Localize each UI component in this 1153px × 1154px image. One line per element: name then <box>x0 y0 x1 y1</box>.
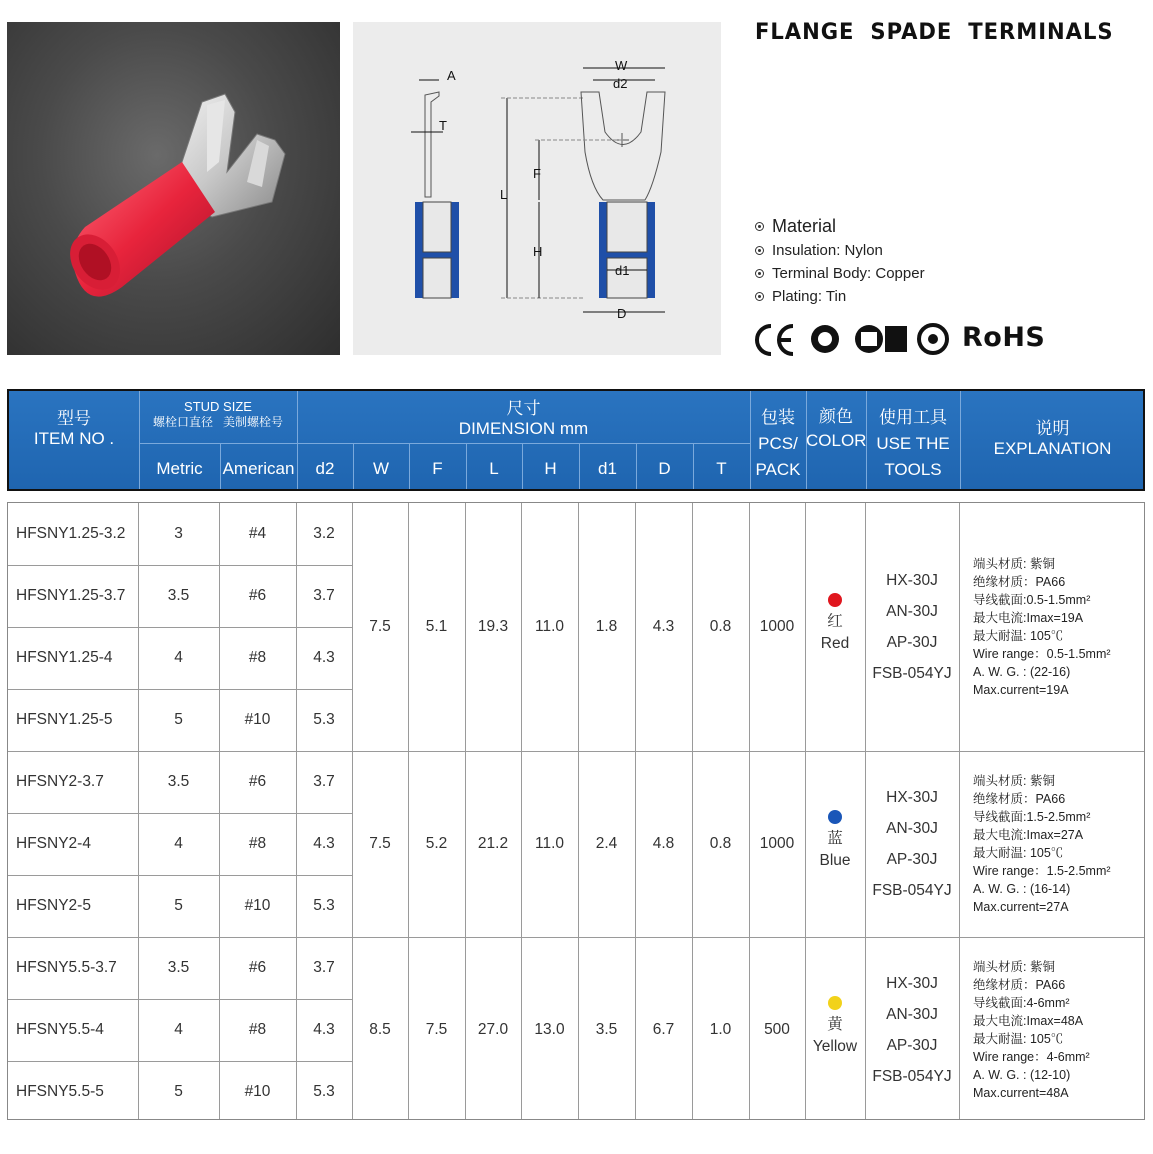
cell-item: HFSNY2-3.7 <box>16 773 104 790</box>
tool-name: HX-30J <box>886 572 938 589</box>
svg-text:d1: d1 <box>615 263 630 278</box>
cell-d1: 3.5 <box>595 1021 618 1038</box>
certification-logos <box>753 318 1053 362</box>
tool-name: AN-30J <box>886 603 938 620</box>
spec-item: Plating: Tin <box>755 285 925 308</box>
column-divider <box>959 503 960 1119</box>
cell-metric: 3 <box>174 525 183 542</box>
color-dot-icon <box>828 996 842 1010</box>
explanation-line: 端头材质: 紫铜 <box>973 774 1055 788</box>
color-name-cn: 红 <box>827 613 843 630</box>
spec-item: Material <box>755 213 925 239</box>
tool-name: HX-30J <box>886 789 938 806</box>
cell-american: #10 <box>244 1083 271 1100</box>
cell-item: HFSNY2-4 <box>16 835 91 852</box>
svg-text:T: T <box>439 118 447 133</box>
cell-metric: 4 <box>174 835 183 852</box>
color-name-en: Blue <box>819 852 851 869</box>
color-dot-icon <box>828 593 842 607</box>
cell-american: #10 <box>244 897 271 914</box>
svg-text:F: F <box>533 166 541 181</box>
cell-d2: 5.3 <box>313 711 335 728</box>
tools-cell <box>865 968 959 1092</box>
explanation-cell <box>973 772 1143 916</box>
cell-f: 7.5 <box>425 1021 448 1038</box>
cell-l: 21.2 <box>477 835 509 852</box>
cell-item: HFSNY1.25-5 <box>16 711 113 728</box>
explanation-line: 端头材质: 紫铜 <box>973 960 1055 974</box>
col-h-header: H <box>544 459 557 478</box>
col-d1-header: d1 <box>598 459 617 478</box>
col-item-header: 型号 ITEM NO . <box>33 409 115 449</box>
cell-h: 13.0 <box>534 1021 565 1038</box>
svg-text:d2: d2 <box>613 76 628 91</box>
table-body <box>7 502 1145 1120</box>
col-l-header: L <box>489 459 499 478</box>
product-photo <box>7 22 340 355</box>
cell-h: 11.0 <box>534 835 565 852</box>
cell-f: 5.2 <box>425 835 448 852</box>
color-dot-icon <box>828 810 842 824</box>
explanation-line: A. W. G. : (12-10) <box>973 1068 1071 1082</box>
col-color-header: 颜色 COLOR <box>806 407 867 450</box>
explanation-line: 绝缘材质：PA66 <box>973 792 1066 806</box>
col-d-header: D <box>658 459 671 478</box>
explanation-cell <box>973 555 1143 699</box>
explanation-line: Max.current=19A <box>973 683 1069 697</box>
col-dimension-header: 尺寸 DIMENSION mm <box>458 399 589 439</box>
cell-d2: 3.7 <box>313 959 335 976</box>
cell-d1: 1.8 <box>595 618 618 635</box>
explanation-line: Wire range：0.5-1.5mm² <box>973 647 1111 661</box>
cell-metric: 3.5 <box>167 587 190 604</box>
cell-item: HFSNY1.25-3.7 <box>16 587 126 604</box>
col-tools-header: 使用工具 USE THE TOOLS <box>876 408 950 479</box>
color-name-en: Yellow <box>812 1038 858 1055</box>
cell-item: HFSNY5.5-5 <box>16 1083 104 1100</box>
cell-d: 6.7 <box>652 1021 675 1038</box>
col-f-header: F <box>432 459 443 478</box>
col-pack-header: 包装 PCS/ PACK <box>755 408 801 479</box>
cell-d: 4.8 <box>652 835 675 852</box>
cell-t: 1.0 <box>709 1021 732 1038</box>
cell-t: 0.8 <box>709 835 732 852</box>
col-d2-header: d2 <box>315 459 335 478</box>
cell-d: 4.3 <box>652 618 675 635</box>
cell-pack: 1000 <box>759 835 795 852</box>
explanation-line: A. W. G. : (22-16) <box>973 665 1071 679</box>
svg-text:D: D <box>617 306 627 321</box>
explanation-line: 最大电流:Imax=19A <box>973 611 1084 625</box>
cell-item: HFSNY5.5-4 <box>16 1021 104 1038</box>
tools-cell <box>865 565 959 689</box>
cell-w: 7.5 <box>369 835 391 852</box>
explanation-line: Max.current=27A <box>973 900 1069 914</box>
explanation-line: 绝缘材质：PA66 <box>973 575 1066 589</box>
cell-h: 11.0 <box>534 618 565 635</box>
page-title: FLANGE SPADE TERMINALS <box>755 20 1114 45</box>
explanation-line: A. W. G. : (16-14) <box>973 882 1071 896</box>
cell-d2: 4.3 <box>313 835 335 852</box>
cell-d2: 5.3 <box>313 897 335 914</box>
cell-american: #6 <box>248 773 267 790</box>
cell-pack: 500 <box>764 1021 790 1038</box>
explanation-line: 导线截面:1.5-2.5mm² <box>973 810 1091 824</box>
cell-metric: 5 <box>174 711 183 728</box>
spec-item: Terminal Body: Copper <box>755 262 925 285</box>
bullet-icon <box>755 222 764 231</box>
explanation-line: 绝缘材质：PA66 <box>973 978 1066 992</box>
svg-text:L: L <box>500 187 508 202</box>
cell-metric: 5 <box>174 1083 183 1100</box>
tool-name: AP-30J <box>886 851 938 868</box>
cell-metric: 4 <box>174 649 183 666</box>
cell-d2: 3.7 <box>313 773 335 790</box>
cell-american: #4 <box>248 525 267 542</box>
cell-w: 7.5 <box>369 618 391 635</box>
cell-l: 27.0 <box>477 1021 509 1038</box>
cell-d2: 5.3 <box>313 1083 335 1100</box>
bullet-icon <box>755 246 764 255</box>
cert-marks-icon <box>753 318 963 362</box>
cell-w: 8.5 <box>369 1021 391 1038</box>
explanation-line: 导线截面:4-6mm² <box>973 996 1070 1010</box>
explanation-line: Max.current=48A <box>973 1086 1069 1100</box>
col-stud-header: STUD SIZE 螺栓口直径 美制螺栓号 <box>152 399 283 429</box>
svg-text:H: H <box>533 244 543 259</box>
color-name-cn: 黄 <box>827 1016 843 1033</box>
cell-metric: 3.5 <box>167 959 190 976</box>
cell-metric: 5 <box>174 897 183 914</box>
explanation-line: 最大耐温: 105℃ <box>973 846 1064 860</box>
cell-d2: 4.3 <box>313 1021 335 1038</box>
explanation-line: 导线截面:0.5-1.5mm² <box>973 593 1091 607</box>
cell-f: 5.1 <box>425 618 448 635</box>
explanation-line: 端头材质: 紫铜 <box>973 557 1055 571</box>
cell-d2: 3.7 <box>313 587 335 604</box>
cell-t: 0.8 <box>709 618 732 635</box>
cell-item: HFSNY1.25-3.2 <box>16 525 126 542</box>
explanation-line: Wire range：4-6mm² <box>973 1050 1090 1064</box>
svg-text:A: A <box>447 68 456 83</box>
cell-american: #10 <box>244 711 271 728</box>
color-name-cn: 蓝 <box>827 830 843 847</box>
explanation-line: 最大耐温: 105℃ <box>973 629 1064 643</box>
cell-item: HFSNY1.25-4 <box>16 649 113 666</box>
tool-name: AP-30J <box>886 634 938 651</box>
color-cell <box>805 996 865 1058</box>
cell-metric: 3.5 <box>167 773 190 790</box>
cell-american: #8 <box>248 835 267 852</box>
cell-item: HFSNY2-5 <box>16 897 91 914</box>
col-w-header: W <box>372 459 390 478</box>
cell-american: #6 <box>248 959 267 976</box>
color-name-en: Red <box>820 635 850 652</box>
spec-item: Insulation: Nylon <box>755 239 925 262</box>
explanation-line: 最大耐温: 105℃ <box>973 1032 1064 1046</box>
technical-drawing <box>353 22 721 355</box>
explanation-cell <box>973 958 1143 1102</box>
cell-d2: 3.2 <box>313 525 335 542</box>
col-metric-header: Metric <box>156 459 203 478</box>
tool-name: HX-30J <box>886 975 938 992</box>
cell-american: #6 <box>248 587 267 604</box>
tool-name: FSB-054YJ <box>872 1068 952 1085</box>
cell-l: 19.3 <box>477 618 509 635</box>
cell-metric: 4 <box>174 1021 183 1038</box>
cell-american: #8 <box>248 649 267 666</box>
color-cell <box>805 593 865 655</box>
rohs-logo: RoHS <box>962 322 1046 353</box>
col-explanation-header: 说明 EXPLANATION <box>993 419 1112 459</box>
cell-d2: 4.3 <box>313 649 335 666</box>
tool-name: AN-30J <box>886 820 938 837</box>
table-header <box>7 389 1145 491</box>
cell-item: HFSNY5.5-3.7 <box>16 959 117 976</box>
bullet-icon <box>755 269 764 278</box>
col-t-header: T <box>716 459 727 478</box>
explanation-line: 最大电流:Imax=48A <box>973 1014 1084 1028</box>
svg-text:W: W <box>615 58 628 73</box>
cell-d1: 2.4 <box>595 835 618 852</box>
color-cell <box>805 810 865 872</box>
tool-name: FSB-054YJ <box>872 665 952 682</box>
tool-name: AP-30J <box>886 1037 938 1054</box>
tool-name: FSB-054YJ <box>872 882 952 899</box>
cell-american: #8 <box>248 1021 267 1038</box>
bullet-icon <box>755 292 764 301</box>
col-american-header: American <box>222 459 295 478</box>
material-specs <box>755 213 925 308</box>
explanation-line: 最大电流:Imax=27A <box>973 828 1084 842</box>
tools-cell <box>865 782 959 906</box>
cell-pack: 1000 <box>759 618 795 635</box>
explanation-line: Wire range：1.5-2.5mm² <box>973 864 1111 878</box>
tool-name: AN-30J <box>886 1006 938 1023</box>
